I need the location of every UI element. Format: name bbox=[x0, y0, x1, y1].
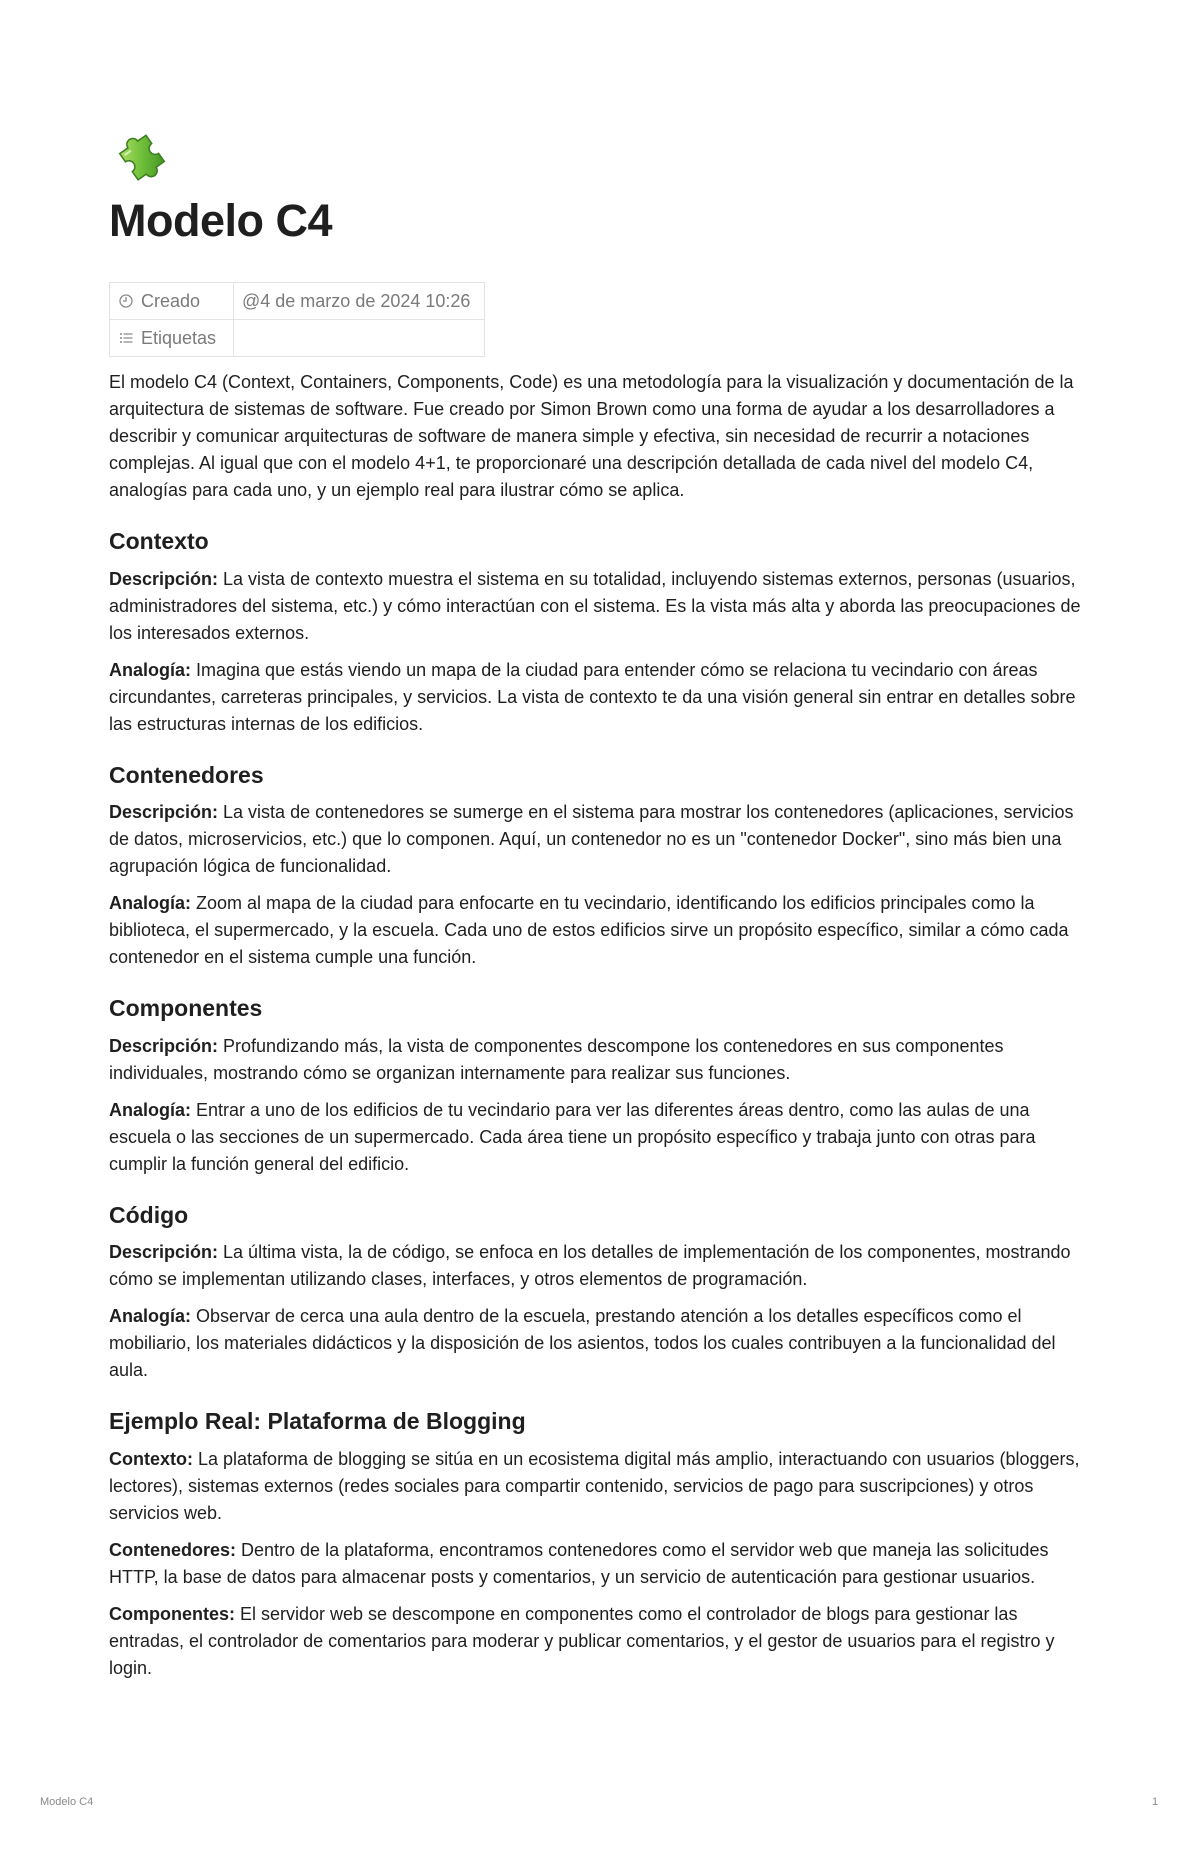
paragraph-text: La vista de contexto muestra el sistema en su totalidad, incluyendo sistemas externos, personas (usuarios, administradores del sistema, etc.) y cómo interactúan con el sistema. Es la vista más alta y aborda las preocupaciones de los interesados externos. bbox=[109, 568, 1081, 643]
paragraph bbox=[109, 1239, 1089, 1293]
intro-paragraph: El modelo C4 (Context, Containers, Components, Code) es una metodología para la visualización y documentación de la arquitectura de sistemas de software. Fue creado por Simon Brown como una forma de ayudar a los desarrolladores a describir y comunicar arquitecturas de software de manera simple y efectiva, sin necesidad de recurrir a notaciones complejas. Al igual que con el modelo 4+1, te proporcionaré una descripción detallada de cada nivel del modelo C4, analogías para cada uno, y un ejemplo real para ilustrar cómo se aplica. bbox=[109, 372, 1074, 500]
paragraph bbox=[109, 1303, 1089, 1384]
paragraph bbox=[109, 657, 1089, 738]
paragraph-text: Imagina que estás viendo un mapa de la ciudad para entender cómo se relaciona tu vecindario con áreas circundantes, carreteras principales, y servicios. La vista de contexto te da una visión general sin entrar en detalles sobre las estructuras internas de los edificios. bbox=[109, 659, 1076, 734]
paragraph-text: La plataforma de blogging se sitúa en un ecosistema digital más amplio, interactuando con usuarios (bloggers, lectores), sistemas externos (redes sociales para compartir contenido, servicios de pago para suscripciones) y otros servicios web. bbox=[109, 1448, 1080, 1523]
paragraph bbox=[109, 799, 1089, 880]
footer-document-title: Modelo C4 bbox=[40, 1796, 94, 1808]
page-title: Modelo C4 bbox=[109, 195, 333, 246]
paragraph-text: Entrar a uno de los edificios de tu vecindario para ver las diferentes áreas dentro, como las aulas de una escuela o las secciones de un supermercado. Cada área tiene un propósito específico y trabaja junto con otras para cumplir la función general del edificio. bbox=[109, 1099, 1036, 1174]
paragraph bbox=[109, 890, 1089, 971]
property-value-created[interactable]: @4 de marzo de 2024 10:26 bbox=[234, 283, 485, 320]
paragraph bbox=[109, 1537, 1089, 1591]
clock-icon bbox=[118, 293, 134, 309]
section-heading-codigo: Código bbox=[109, 1201, 189, 1228]
property-value-tags[interactable] bbox=[234, 320, 485, 357]
paragraph bbox=[109, 1097, 1089, 1178]
paragraph-label: Descripción: bbox=[109, 1242, 219, 1263]
paragraph-text: El servidor web se descompone en componentes como el controlador de blogs para gestionar las entradas, el controlador de comentarios para moderar y publicar comentarios, y el gestor de usuarios para el registro y login. bbox=[109, 1603, 1055, 1678]
property-label: Etiquetas bbox=[141, 327, 217, 348]
section-heading-contenedores: Contenedores bbox=[109, 761, 264, 788]
puzzle-piece-icon bbox=[107, 116, 179, 188]
paragraph-label: Descripción: bbox=[109, 1035, 219, 1056]
paragraph-text: Dentro de la plataforma, encontramos contenedores como el servidor web que maneja las solicitudes HTTP, la base de datos para almacenar posts y comentarios, y un servicio de autenticación para gestionar usuarios. bbox=[109, 1539, 1049, 1587]
paragraph-label: Analogía: bbox=[109, 1099, 192, 1120]
paragraph bbox=[109, 1601, 1089, 1682]
paragraph-label: Analogía: bbox=[109, 893, 192, 914]
footer-page-number: 1 bbox=[1152, 1796, 1159, 1808]
paragraph-label: Descripción: bbox=[109, 802, 219, 823]
paragraph-text: Observar de cerca una aula dentro de la escuela, prestando atención a los detalles específicos como el mobiliario, los materiales didácticos y la disposición de los asientos, todos los cuales contribuyen a la funcionalidad del aula. bbox=[109, 1306, 1056, 1381]
properties-table bbox=[109, 282, 485, 357]
paragraph-text: La vista de contenedores se sumerge en el sistema para mostrar los contenedores (aplicaciones, servicios de datos, microservicios, etc.) que lo componen. Aquí, un contenedor no es un "contenedor Docker", sino más bien una agrupación lógica de funcionalidad. bbox=[109, 802, 1074, 877]
section-heading-componentes: Componentes bbox=[109, 995, 263, 1022]
list-icon bbox=[118, 330, 134, 346]
paragraph-text: Zoom al mapa de la ciudad para enfocarte en tu vecindario, identificando los edificios principales como la biblioteca, el supermercado, y la escuela. Cada uno de estos edificios sirve un propósito específico, similar a cómo cada contenedor en el sistema cumple una función. bbox=[109, 893, 1069, 968]
paragraph bbox=[109, 1033, 1089, 1087]
paragraph-label: Componentes: bbox=[109, 1603, 235, 1624]
property-row-created[interactable] bbox=[110, 283, 485, 320]
section-heading-ejemplo-real: Ejemplo Real: Plataforma de Blogging bbox=[109, 1408, 526, 1435]
paragraph-label: Descripción: bbox=[109, 568, 219, 589]
paragraph-label: Contenedores: bbox=[109, 1539, 237, 1560]
paragraph-text: La última vista, la de código, se enfoca en los detalles de implementación de los componentes, mostrando cómo se implementan utilizando clases, interfaces, y otros elementos de programación. bbox=[109, 1242, 1071, 1290]
section-heading-contexto: Contexto bbox=[109, 528, 209, 554]
paragraph-label: Contexto: bbox=[109, 1448, 193, 1469]
paragraph bbox=[109, 566, 1089, 647]
paragraph-label: Analogía: bbox=[109, 659, 192, 680]
paragraph-label: Analogía: bbox=[109, 1306, 192, 1327]
property-row-tags[interactable] bbox=[110, 320, 485, 357]
page-content bbox=[109, 116, 1089, 1692]
paragraph bbox=[109, 1446, 1089, 1527]
property-label: Creado bbox=[141, 290, 201, 311]
paragraph-text: Profundizando más, la vista de componentes descompone los contenedores en sus componentes individuales, mostrando cómo se organizan internamente para realizar sus funciones. bbox=[109, 1035, 1004, 1083]
